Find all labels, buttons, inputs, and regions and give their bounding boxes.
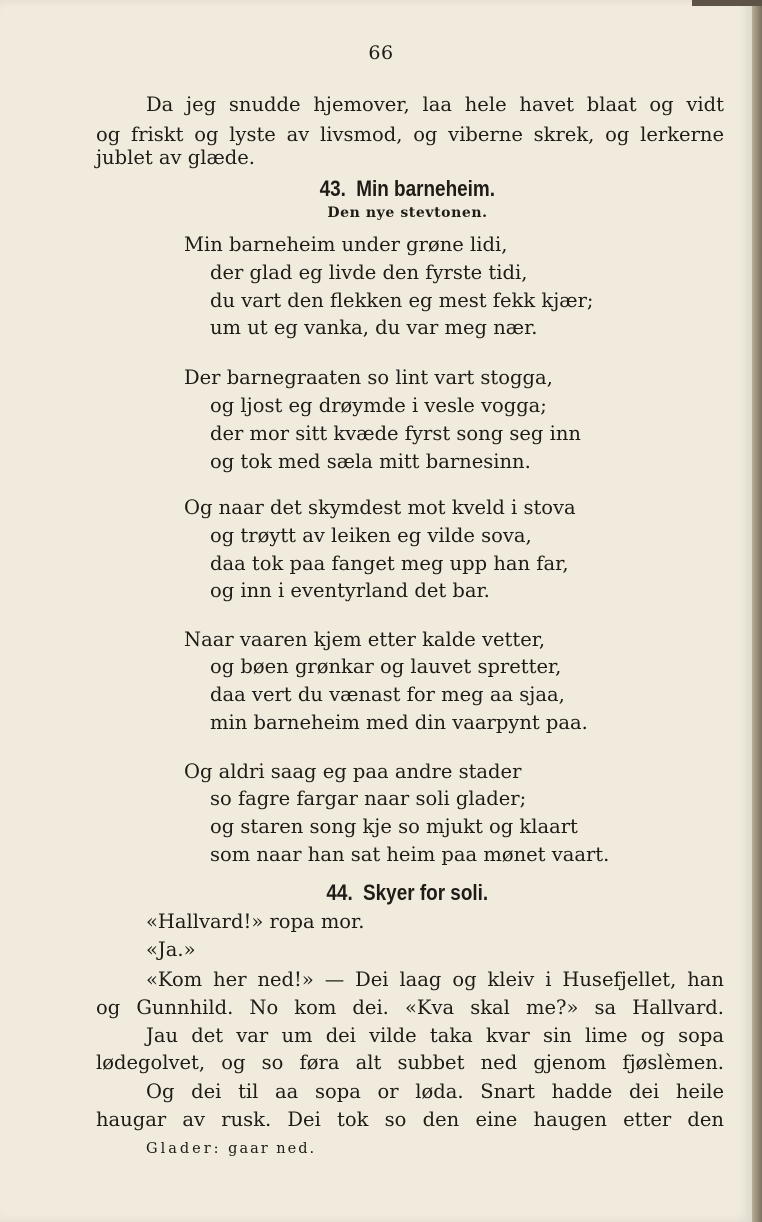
prose-line-1: «Hallvard!» ropa mor. — [146, 910, 365, 933]
section-43-subtitle: Den nye stevtonen. — [327, 205, 488, 221]
stanza-5-line-2: so fagre fargar naar soli glader; — [210, 787, 527, 810]
intro-line-3: jublet av glæde. — [96, 146, 256, 169]
stanza-2-line-3: der mor sitt kvæde fyrst song seg inn — [210, 422, 581, 445]
stanza-3-line-2: og trøytt av leiken eg vilde sova, — [210, 524, 532, 547]
stanza-3-line-4: og inn i eventyrland det bar. — [210, 579, 490, 602]
stanza-2-line-1: Der barnegraaten so lint vart stogga, — [184, 366, 553, 389]
section-43-heading — [57, 178, 758, 200]
stanza-4-line-2: og bøen grønkar og lauvet spretter, — [210, 655, 562, 678]
section-43-title: Min barneheim. — [356, 176, 495, 201]
prose-line-3: «Kom her ned!» — Dei laag og kleiv i Husefjellet, han — [146, 968, 724, 991]
stanza-1-line-3: du vart den flekken eg mest fekk kjær; — [210, 289, 594, 312]
stanza-5-line-1: Og aldri saag eg paa andre stader — [184, 760, 522, 783]
stanza-3-line-1: Og naar det skymdest mot kveld i stova — [184, 496, 576, 519]
stanza-2-line-2: og ljost eg drøymde i vesle vogga; — [210, 394, 547, 417]
stanza-5-line-4: som naar han sat heim paa mønet vaart. — [210, 843, 610, 866]
footnote — [146, 1142, 316, 1157]
stanza-4-line-4: min barneheim med din vaarpynt paa. — [210, 711, 588, 734]
footnote-text: gaar ned. — [228, 1141, 317, 1157]
page-edge-top — [692, 0, 762, 6]
stanza-4-line-1: Naar vaaren kjem etter kalde vetter, — [184, 628, 546, 651]
stanza-2-line-4: og tok med sæla mitt barnesinn. — [210, 450, 531, 473]
prose-line-8: haugar av rusk. Dei tok so den eine haugen etter den — [96, 1108, 724, 1131]
stanza-1-line-1: Min barneheim under grøne lidi, — [184, 233, 508, 256]
section-44-heading — [57, 882, 758, 904]
prose-line-5: Jau det var um dei vilde taka kvar sin lime og sopa — [146, 1024, 724, 1047]
page-number: 66 — [368, 42, 394, 64]
intro-line-1: Da jeg snudde hjemover, laa hele havet blaat og vidt — [146, 93, 724, 116]
stanza-3-line-3: daa tok paa fanget meg upp han far, — [210, 552, 569, 575]
prose-line-4: og Gunnhild. No kom dei. «Kva skal me?» sa Hallvard. — [96, 996, 724, 1019]
prose-line-2: «Ja.» — [146, 938, 196, 961]
prose-line-6: lødegolvet, og so føra alt subbet ned gjenom fjøslèmen. — [96, 1051, 724, 1074]
prose-line-7: Og dei til aa sopa or løda. Snart hadde dei heile — [146, 1080, 724, 1103]
intro-line-2: og friskt og lyste av livsmod, og viberne skrek, og lerkerne — [96, 123, 724, 146]
section-44-number: 44. — [326, 880, 353, 905]
section-43-number: 43. — [319, 176, 346, 201]
stanza-4-line-3: daa vert du vænast for meg aa sjaa, — [210, 683, 565, 706]
section-44-title: Skyer for soli. — [363, 880, 489, 905]
stanza-1-line-4: um ut eg vanka, du var meg nær. — [210, 316, 538, 339]
stanza-1-line-2: der glad eg livde den fyrste tidi, — [210, 261, 528, 284]
footnote-label: Glader: — [146, 1141, 222, 1157]
stanza-5-line-3: og staren song kje so mjukt og klaart — [210, 815, 578, 838]
